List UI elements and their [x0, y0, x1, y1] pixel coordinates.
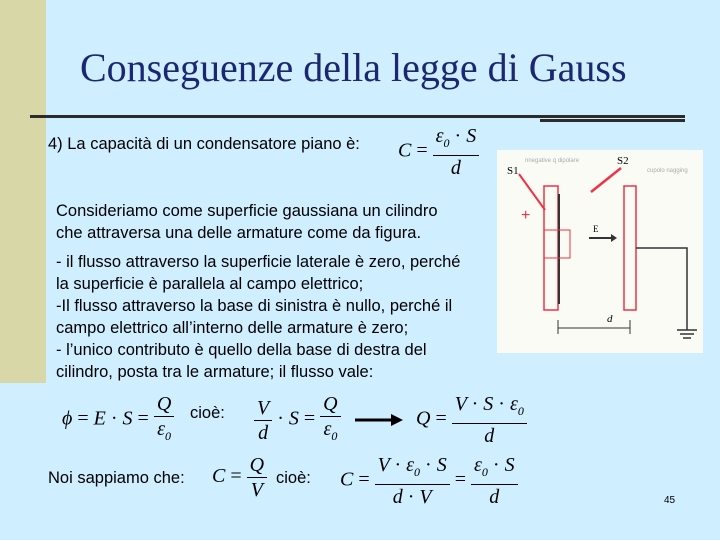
capacity-derivation-formula: C = $\frac{V \cdot \varepsilon_0 \cdot S}{d \cdot V}$ = $\frac{\varepsilon_0 \cdot S}{d}$ [340, 453, 518, 509]
paragraph-line: - il flusso attraverso la superficie laterale è zero, perché [56, 253, 461, 271]
left-plate-inner [558, 194, 560, 304]
cioe-label-2: cioè: [276, 469, 311, 487]
svg-text:cupolo nagging: cupolo nagging [647, 168, 688, 174]
paragraph-line: che attraversa una delle armature come da figura. [56, 224, 422, 242]
paragraph-explanation [56, 251, 460, 383]
label-s2: S2 [617, 155, 629, 167]
label-plus: + [521, 207, 531, 224]
sidebar-accent [0, 0, 46, 383]
paragraph-line: Consideriamo come superficie gaussiana un cilindro [56, 202, 438, 220]
capacity-formula: C = $\frac{\varepsilon_0 \cdot S}{d}$ [398, 124, 479, 180]
flux-formula: ϕ = E · S = $\frac{Q}{\varepsilon_0}$ [62, 392, 174, 448]
label-d: d [607, 313, 613, 325]
capacity-definition-formula: C = $\frac{Q}{V}$ [212, 453, 267, 502]
paragraph-intro [56, 200, 438, 244]
paragraph-line: cilindro, posta tra le armature; il flusso vale: [56, 363, 374, 381]
paragraph-line: -Il flusso attraverso la base di sinistra è nullo, perché il [56, 297, 453, 315]
noi-sappiamo-label: Noi sappiamo che: [48, 469, 185, 487]
title-divider-accent [540, 119, 685, 122]
charge-formula: Q = $\frac{V \cdot S \cdot \varepsilon_0}{d}$ [416, 392, 527, 448]
field-relation-formula: $\frac{V}{d}$ · S = $\frac{Q}{\varepsilon_0}$ [254, 392, 341, 448]
page-number: 45 [664, 495, 676, 506]
slide-title: Conseguenze della legge di Gauss [80, 45, 627, 90]
label-s1: S1 [507, 165, 519, 177]
capacity-statement: 4) La capacità di un condensatore piano è: [48, 135, 360, 153]
title-divider [30, 115, 685, 118]
label-e: E [593, 224, 599, 234]
paragraph-line: - l’unico contributo è quello della base di destra del [56, 341, 427, 359]
paragraph-line: la superficie è parallela al campo elettrico; [56, 275, 364, 293]
paragraph-line: campo elettrico all’interno delle armature è zero; [56, 319, 409, 337]
implies-arrow [355, 412, 405, 428]
cioe-label: cioè: [190, 404, 225, 422]
capacitor-diagram [497, 150, 703, 353]
svg-text:nnegative q dipolare: nnegative q dipolare [525, 158, 580, 164]
